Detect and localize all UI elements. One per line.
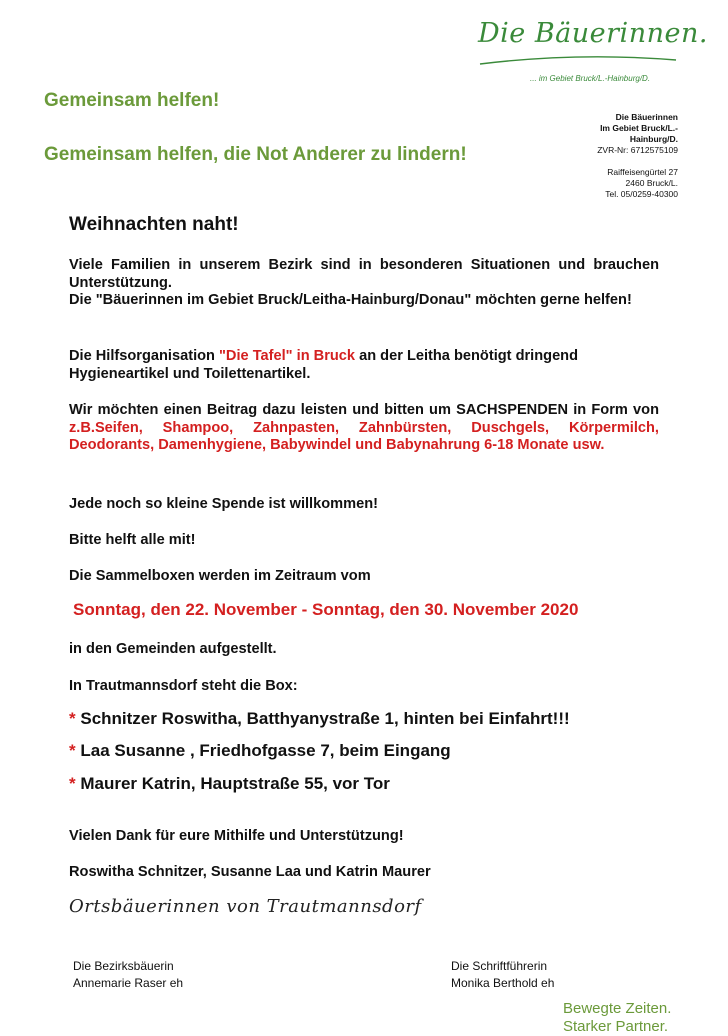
headline-2: Gemeinsam helfen, die Not Anderer zu lindern! [44,144,467,165]
sender-line2: Im Gebiet Bruck/L.- [600,123,678,133]
logo-swoosh-icon [478,52,678,68]
paragraph-2-pre: Die Hilfsorganisation [69,348,220,364]
paragraph-2 [69,348,659,383]
list-item-box-2 [69,742,659,760]
footer-line2: Starker Partner. [563,1018,669,1035]
headline-1: Gemeinsam helfen! [44,90,220,111]
signature-left-name: Annemarie Raser eh [73,976,184,990]
paragraph-2-post: an der Leitha benötigt dringend Hygieneartikel und Toilettenartikel. [69,348,579,382]
logo-wordmark: Die Bäuerinnen. [478,18,708,49]
sender-phone: Tel. 05/0259-40300 [605,189,678,199]
line-bitte: Bitte helft alle mit! [69,532,196,548]
signature-left [73,958,183,992]
sender-line1: Die Bäuerinnen [615,112,678,122]
signature-right [451,958,554,992]
footer-line1: Bewegte Zeiten. [563,1000,672,1017]
list-item-box-3 [69,775,659,793]
sender-line3: Hainburg/D. [629,134,678,144]
paragraph-3 [69,402,659,455]
paragraph-1 [69,257,659,310]
line-sammel: Die Sammelboxen werden im Zeitraum vom [69,568,371,584]
sender-zvr: ZVR-Nr: 6712575109 [597,145,678,155]
line-gemeinden: in den Gemeinden aufgestellt. [69,641,277,657]
thanks-line: Vielen Dank für eure Mithilfe und Unterstützung! [69,828,404,844]
star-bullet-icon: * [69,774,76,793]
sender-street: Raiffeisengürtel 27 [607,167,678,177]
letter-title-wrap [69,216,659,234]
paragraph-3-red: z.B.Seifen, Shampoo, Zahnpasten, Zahnbürsten, Duschgels, Körpermilch, Deodorants, Damenhygiene, Babywindel und Babynahrung 6-18 Monate usw. [69,419,659,453]
letter-title: Weihnachten naht! [69,214,239,235]
signature-right-role: Die Schriftführerin [451,959,548,973]
paragraph-1-text: Viele Familien in unserem Bezirk sind in besonderen Situationen und brauchen Unterstützung. [69,257,659,291]
sender-address [597,112,678,200]
names-line: Roswitha Schnitzer, Susanne Laa und Katrin Maurer [69,864,431,880]
paragraph-1b-text: Die "Bäuerinnen im Gebiet Bruck/Leitha-Hainburg/Donau" möchten gerne helfen! [69,292,632,308]
logo-subtitle: ... im Gebiet Bruck/L.-Hainburg/D. [530,74,651,83]
footer-slogan [563,1000,671,1036]
signature-left-role: Die Bezirksbäuerin [73,959,174,973]
box-3-text: Maurer Katrin, Hauptstraße 55, vor Tor [80,774,390,793]
signature-right-name: Monika Berthold eh [451,976,555,990]
sender-city: 2460 Bruck/L. [625,178,678,188]
script-signature-line: Ortsbäuerinnen von Trautmannsdorf [69,896,422,917]
star-bullet-icon: * [69,741,76,760]
box-2-text: Laa Susanne , Friedhofgasse 7, beim Eingang [80,741,451,760]
paragraph-2-red: "Die Tafel" in Bruck [219,348,356,364]
star-bullet-icon: * [69,709,76,728]
box-1-text: Schnitzer Roswitha, Batthyanystraße 1, hinten bei Einfahrt!!! [80,709,570,728]
line-spende: Jede noch so kleine Spende ist willkommen! [69,496,378,512]
paragraph-3-pre: Wir möchten einen Beitrag dazu leisten und bitten um SACHSPENDEN in Form von [69,402,659,418]
date-range: Sonntag, den 22. November - Sonntag, den 30. November 2020 [73,600,579,619]
list-item-box-1 [69,710,659,728]
line-box: In Trautmannsdorf steht die Box: [69,678,298,694]
